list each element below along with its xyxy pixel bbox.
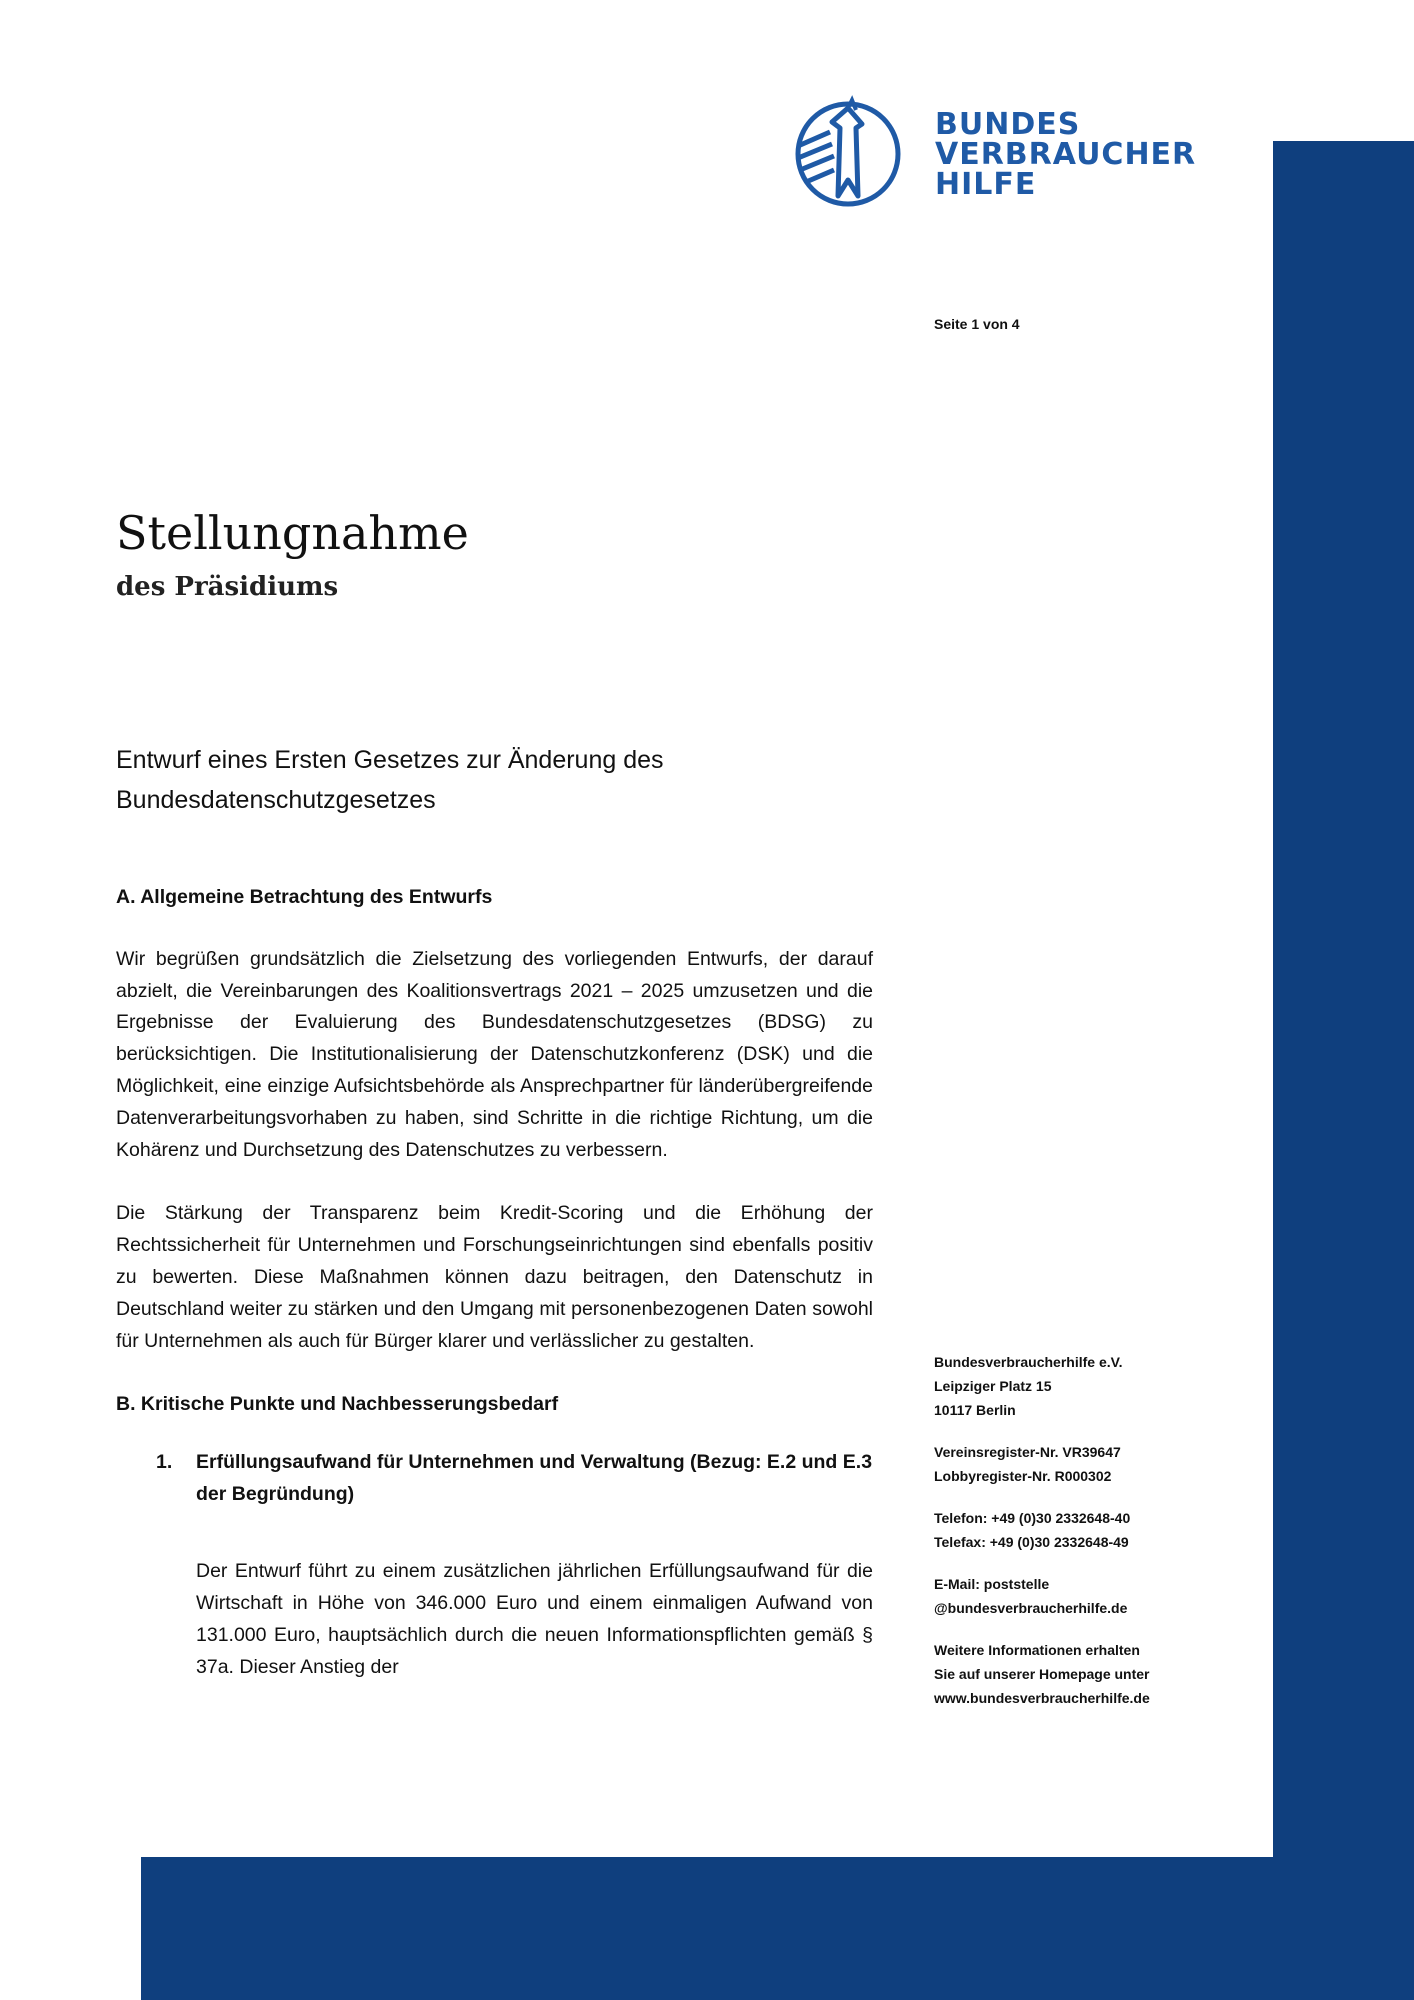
info-line-2: Sie auf unserer Homepage unter (934, 1666, 1150, 1682)
decorative-blue-band-right (1273, 141, 1414, 2000)
section-a-paragraph-1: Wir begrüßen grundsätzlich die Zielsetzung des vorliegenden Entwurfs, der darauf abzielt, die Vereinbarungen des Koalitionsvertrags 2021 – 2025 umzusetzen und die Ergebnisse der Evaluierung des Bundesdatenschutzgesetzes (BDSG) zu berücksichtigen. Die Institutionalisierung der Datenschutzkonferenz (DSK) und die Möglichkeit, eine einzige Aufsichtsbehörde als Ansprechpartner für länderübergreifende Datenverarbeitungsvorhaben zu haben, sind Schritte in die richtige Richtung, um die Kohärenz und Durchsetzung des Datenschutzes zu verbessern. (116, 947, 873, 1161)
logo-line-3: HILFE (935, 167, 1037, 202)
email-block (934, 1572, 1184, 1620)
logo-line-1: BUNDES (935, 107, 1081, 142)
page-number: Seite 1 von 4 (934, 316, 1020, 332)
organization-logo (790, 92, 1210, 222)
item-title: Erfüllungsaufwand für Unternehmen und Verwaltung (Bezug: E.2 und E.3 der Begründung) (196, 1451, 873, 1505)
page-title: Stellungnahme (116, 506, 469, 560)
email-label: E-Mail: poststelle (934, 1576, 1050, 1592)
lobby-register-number: Lobbyregister-Nr. R000302 (934, 1468, 1112, 1484)
document-body (116, 882, 873, 1703)
decorative-blue-band-bottom (141, 1857, 1414, 2000)
register-block (934, 1440, 1184, 1488)
logo-line-2: VERBRAUCHER (935, 137, 1197, 172)
address-block (934, 1350, 1184, 1422)
section-a-heading: A. Allgemeine Betrachtung des Entwurfs (116, 886, 493, 908)
phone-block (934, 1506, 1184, 1554)
logo-wordmark (935, 107, 1197, 202)
register-number: Vereinsregister-Nr. VR39647 (934, 1444, 1121, 1460)
document-heading: Entwurf eines Ersten Gesetzes zur Änderung des Bundesdatenschutzgesetzes (116, 746, 664, 814)
contact-sidebar (934, 1350, 1184, 1728)
page-subtitle: des Präsidiums (116, 572, 339, 602)
phone: Telefon: +49 (0)30 2332648-40 (934, 1510, 1131, 1526)
section-b-item-1-paragraph: Der Entwurf führt zu einem zusätzlichen jährlichen Erfüllungsaufwand für die Wirtschaft in Höhe von 346.000 Euro und einem einmaligen Aufwand von 131.000 Euro, hauptsächlich durch die neuen Informationspflichten gemäß § 37a. Dieser Anstieg der (196, 1560, 873, 1678)
section-b-item-1 (156, 1447, 873, 1511)
website-link[interactable]: www.bundesverbraucherhilfe.de (934, 1690, 1150, 1706)
info-block (934, 1638, 1184, 1710)
item-number: 1. (156, 1451, 173, 1474)
street: Leipziger Platz 15 (934, 1378, 1052, 1394)
city: 10117 Berlin (934, 1402, 1016, 1418)
fax: Telefax: +49 (0)30 2332648-49 (934, 1534, 1129, 1550)
email-domain[interactable]: @bundesverbraucherhilfe.de (934, 1600, 1128, 1616)
org-name: Bundesverbraucherhilfe e.V. (934, 1354, 1123, 1370)
section-a-paragraph-2: Die Stärkung der Transparenz beim Kredit-Scoring und die Erhöhung der Rechtssicherheit für Unternehmen und Forschungseinrichtungen sind ebenfalls positiv zu bewerten. Diese Maßnahmen können dazu beitragen, den Datenschutz in Deutschland weiter zu stärken und den Umgang mit personenbezogenen Daten sowohl für Unternehmen als auch für Bürger klarer und verlässlicher zu gestalten. (116, 1202, 873, 1352)
section-b-heading: B. Kritische Punkte und Nachbesserungsbedarf (116, 1393, 559, 1416)
eagle-circle-logo-icon (790, 92, 910, 212)
info-line-1: Weitere Informationen erhalten (934, 1642, 1140, 1658)
